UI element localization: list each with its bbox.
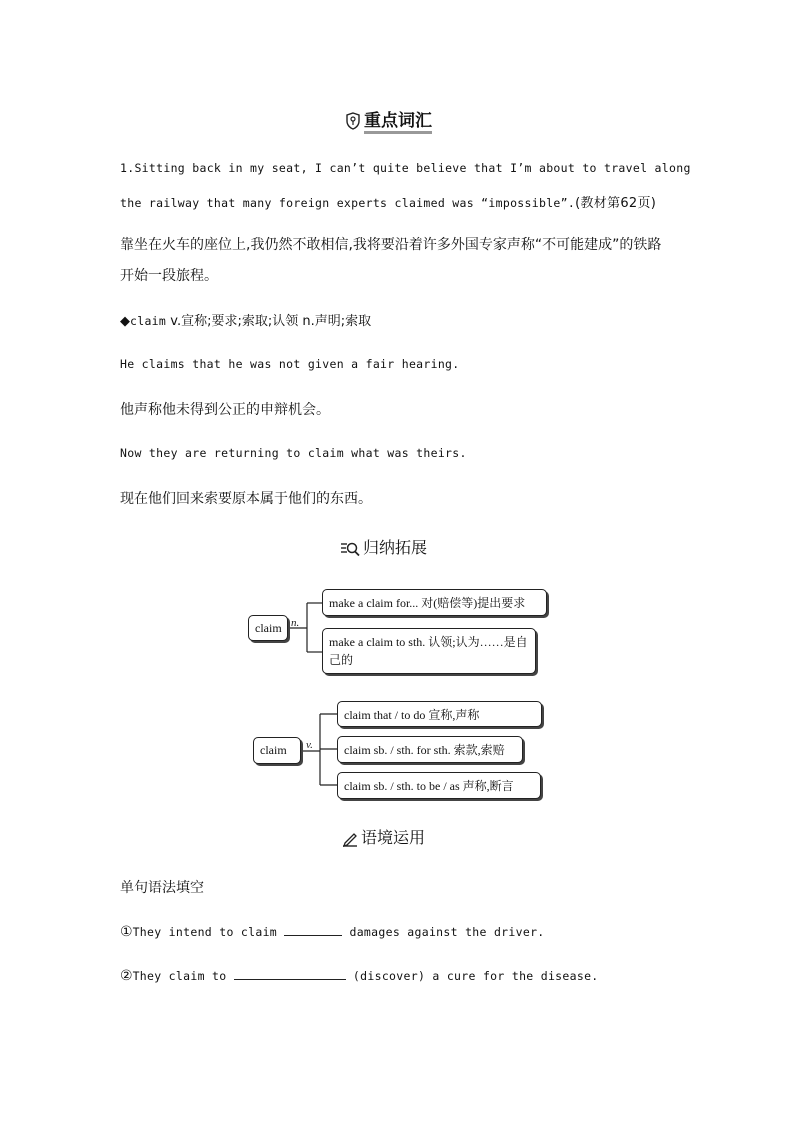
noun-root-label: claim <box>255 620 282 635</box>
item-translation-line1: 靠坐在火车的座位上,我仍然不敢相信,我将要沿着许多外国专家声称“不可能建成”的铁路 <box>120 237 662 253</box>
definition-text: v.宣称;要求;索取;认领 n.声明;索取 <box>166 314 372 329</box>
answer-blank[interactable] <box>284 923 342 936</box>
verb-item-box-2 <box>337 736 523 763</box>
practice-title-text: 语境运用 <box>361 828 426 847</box>
item-sentence-text1: Sitting back in my seat, I can’t quite believe that I’m about to travel along <box>134 161 691 175</box>
diamond-bullet-icon: ◆ <box>120 314 130 329</box>
example-en-1: He claims that he was not given a fair hearing. <box>120 357 460 371</box>
practice-title <box>342 825 425 848</box>
example-zh-1: 他声称他未得到公正的申辩机会。 <box>120 402 330 418</box>
exercise-after: damages against the driver. <box>342 925 545 939</box>
answer-blank[interactable] <box>234 967 346 980</box>
exercise-number: ② <box>120 968 133 984</box>
noun-root-box <box>248 615 288 641</box>
verb-item-1: claim that / to do 宣称,声称 <box>344 707 480 722</box>
noun-item-1: make a claim for... 对(赔偿等)提出要求 <box>329 596 526 610</box>
section-title-text: 重点词汇 <box>364 111 432 134</box>
item-source: (教材第62页) <box>575 196 657 211</box>
example-en-2: Now they are returning to claim what was theirs. <box>120 446 467 460</box>
noun-item-2: make a claim to sth. 认领;认为……是自己的 <box>329 635 528 667</box>
exercise-1 <box>120 923 545 941</box>
item-sentence-text2: the railway that many foreign experts claimed was “impossible”. <box>120 196 576 210</box>
noun-pos-label: n. <box>291 617 300 629</box>
noun-item-box-2 <box>322 628 536 674</box>
item-number: 1. <box>120 161 135 175</box>
summary-title-text: 归纳拓展 <box>363 538 428 557</box>
verb-pos-label: v. <box>306 739 313 751</box>
exercise-before: They intend to claim <box>132 925 285 939</box>
verb-item-box-3 <box>337 772 541 799</box>
verb-item-3: claim sb. / sth. to be / as 声称,断言 <box>344 779 514 793</box>
verb-item-box-1 <box>337 701 542 727</box>
verb-item-2: claim sb. / sth. for sth. 索款,索赔 <box>344 743 505 757</box>
pencil-icon <box>342 831 358 847</box>
exercise-before: They claim to <box>132 969 234 983</box>
exercise-number: ① <box>120 924 133 940</box>
noun-item-box-1 <box>322 589 547 616</box>
exercise-2 <box>120 967 599 985</box>
verb-root-label: claim <box>260 743 287 757</box>
example-zh-2: 现在他们回来索要原本属于他们的东西。 <box>120 491 372 507</box>
exercise-heading: 单句语法填空 <box>120 880 204 896</box>
verb-root-box <box>253 737 301 764</box>
exercise-after: (discover) a cure for the disease. <box>345 969 599 983</box>
item-translation-line2: 开始一段旅程。 <box>120 268 218 284</box>
definition-word: claim <box>130 314 167 328</box>
